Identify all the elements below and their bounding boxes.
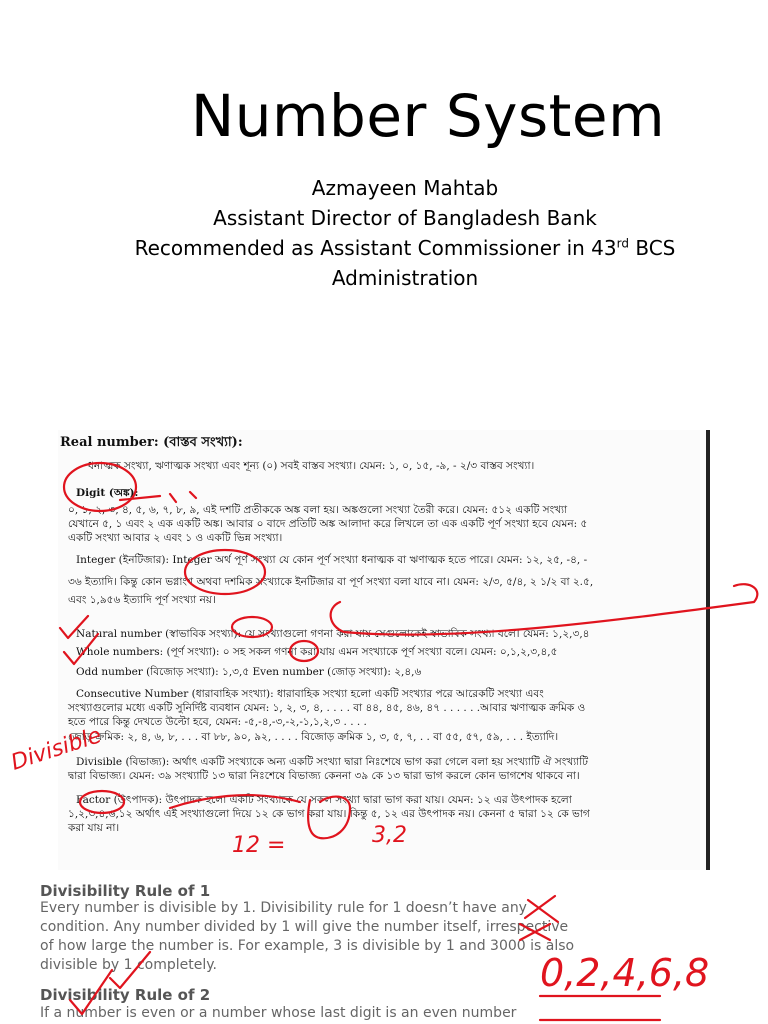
rule-heading-2: Divisibility Rule of 2 <box>40 986 211 1004</box>
factor-loop-mark <box>308 797 350 839</box>
integer-bracket-mark <box>331 584 758 634</box>
author-role: Assistant Director of Bangladesh Bank <box>213 206 597 230</box>
scan-line: জোড় ক্রমিক: ২, ৪, ৬, ৮, . . . বা ৮৮, ৯০, ৯২, . . . . বিজোড় ক্রমিক ১, ৩, ৫, ৭, . . বা ৫৫, ৫৭, ৫৯, . . . ইত্যাদি। <box>68 731 559 743</box>
rule-body-1: Every number is divisible by 1. Divisibility rule for 1 doesn’t have any condition. Any number divided by 1 will give the number itself, irrespective of how large the number is. For example, 3 is divisible by 1 and 3000 is also divisible by 1 completely. <box>40 900 575 973</box>
rule-body-2: If a number is even or a number whose last digit is an even number <box>40 1005 517 1021</box>
recommendation-text: Recommended as Assistant Commissioner in 43 <box>134 236 617 260</box>
scan-line: ১,২,৩,৪,৬,১২ অর্থাৎ এই সংখ্যাগুলো দিয়ে ১২ কে ভাগ করা যায়। কিন্তু ৫, ১২ এর উৎপাদক নয়। কেননা ৫ দ্বারা ১২ কে ভাগ <box>68 808 590 820</box>
cross-mark <box>525 896 558 922</box>
fraction-circle-mark <box>185 550 265 594</box>
zero-circle-mark <box>290 641 318 661</box>
factor-note-tail: 3,2 <box>372 823 407 848</box>
scan-line: সংখ্যাগুলোর মধ্যে একটি সুনির্দিষ্ট ব্যবধান যেমন: ১, ২, ৩, ৪, . . . . বা ৪৪, ৪৫, ৪৬, ৪৭ . . . . . .আবার ঋণাত্মক ক্রমিক ও <box>68 702 586 714</box>
scan-line: Consecutive Number (ধারাবাহিক সংখ্যা): ধারাবাহিক সংখ্যা হলো একটি সংখ্যার পরে আরেকটি সংখ্যা এবং <box>76 688 544 700</box>
recommendation-tail: BCS <box>628 236 676 260</box>
recommendation-superscript: rd <box>616 236 629 251</box>
scan-line: Natural number (স্বাভাবিক সংখ্যা): যে সংখ্যাগুলো গণনা করা যায় সেগুলোকেই স্বাভাবিক সংখ্যা বলে। যেমন: ১,২,৩,৪ <box>76 628 590 640</box>
digit-circle-mark <box>64 463 139 511</box>
scan-line: যেখানে ৫, ১ এবং ২ এক একটি অঙ্ক। আবার ০ বাদে প্রতিটি অঙ্ক আলাদা করে লিখলে তা এক একটি পূর্ণ সংখ্যা হবে যেমন: ৫ <box>68 518 588 530</box>
rule-heading-1: Divisibility Rule of 1 <box>40 882 211 900</box>
rule-check-mark <box>70 970 112 1014</box>
page-title: Number System <box>190 82 666 150</box>
factor-circle-mark <box>80 791 124 813</box>
scan-line: ০, ১, ২, ৩, ৪, ৫, ৬, ৭, ৮, ৯, এই দশটি প্রতীককে অঙ্ক বলা হয়। অঙ্কগুলো সংখ্যা তৈরী করে। যেমন: ৫১২ একটি সংখ্যা <box>68 504 568 516</box>
scan-line: Digit (অঙ্ক): <box>76 487 139 499</box>
integer-circle-mark <box>232 617 272 637</box>
rule-check-mark-2 <box>110 952 150 988</box>
scan-line: Odd number (বিজোড় সংখ্যা): ১,৩,৫ Even number (জোড় সংখ্যা): ২,৪,৬ <box>76 666 422 678</box>
underline-mark <box>540 996 660 1020</box>
scan-line: Factor (উৎপাদক): উৎপাদক হলো একটি সংখ্যাকে যে সকল সংখ্যা দ্বারা ভাগ করা যায়। যেমন: ১২ এর উৎপাদক হলো <box>76 794 572 806</box>
scan-line: ৩৬ ইত্যাদি। কিন্তু কোন ভগ্নাংশ অথবা দশমিক সংখ্যাকে ইনটিজার বা পূর্ণ সংখ্যা বলা যাবে না। যেমন: ২/৩, ৫/৪, ২ ১/২ বা ২.৫, <box>68 576 594 588</box>
divisible-note: Divisible <box>8 723 105 776</box>
administration-line: Administration <box>331 266 479 290</box>
factor-note: 12 = <box>232 833 286 858</box>
scan-line: করা যায় না। <box>68 822 120 834</box>
scan-line: Divisible (বিভাজ্য): অর্থাৎ একটি সংখ্যাকে অন্য একটি সংখ্যা দ্বারা নিঃশেষে ভাগ করা গেলে বলা হয় সংখ্যাটি ঐ সংখ্যাটি <box>76 756 588 768</box>
natural-check-mark <box>60 616 88 638</box>
even-digits-note: 0,2,4,6,8 <box>540 951 710 995</box>
cross-mark-small <box>520 924 550 940</box>
factor-arrow-mark <box>170 795 300 808</box>
scan-line: Whole numbers: (পূর্ণ সংখ্যা): ০ সহ সকল গণনা করা যায় এমন সংখ্যাকে পূর্ণ সংখ্যা বলে। যেমন: ০,১,২,৩,৪,৫ <box>76 646 558 658</box>
scan-line: একটি সংখ্যা আবার ২ এবং ১ ও একটি ভিন্ন সংখ্যা। <box>68 532 283 544</box>
scan-line: ধনাত্মক সংখ্যা, ঋণাত্মক সংখ্যা এবং শূন্য (০) সবই বাস্তব সংখ্যা। যেমন: ১, ০, ১৫, -৯, - ২/৩ বাস্তব সংখ্যা। <box>88 460 535 472</box>
scan-heading: Real number: (বাস্তব সংখ্যা): <box>60 435 243 450</box>
scan-line: এবং ১,৯৫৬ ইত্যাদি পূর্ণ সংখ্যা নয়। <box>68 594 216 606</box>
digit-strokes-mark <box>120 492 196 502</box>
scan-line: Integer (ইনটিজার): Integer অর্থ পূর্ণ সংখ্যা যে কোন পূর্ণ সংখ্যা ধনাত্মক বা ঋণাত্মক হতে পারে। যেমন: ১২, ২৫, -৪, - <box>76 554 588 566</box>
whole-check-mark <box>64 634 98 664</box>
scan-line: দ্বারা বিভাজ্য। যেমন: ৩৯ সংখ্যাটি ১৩ দ্বারা নিঃশেষে বিভাজ্য কেননা ৩৯ কে ১৩ দ্বারা ভাগ করলে কোন ভাগশেষ থাকবে না। <box>68 770 580 782</box>
scan-line: হতে পারে কিন্তু দেখতে উল্টো হবে, যেমন: -৫,-৪,-৩,-২,-১,১,২,৩ . . . . <box>68 716 367 728</box>
author-name: Azmayeen Mahtab <box>311 176 499 200</box>
